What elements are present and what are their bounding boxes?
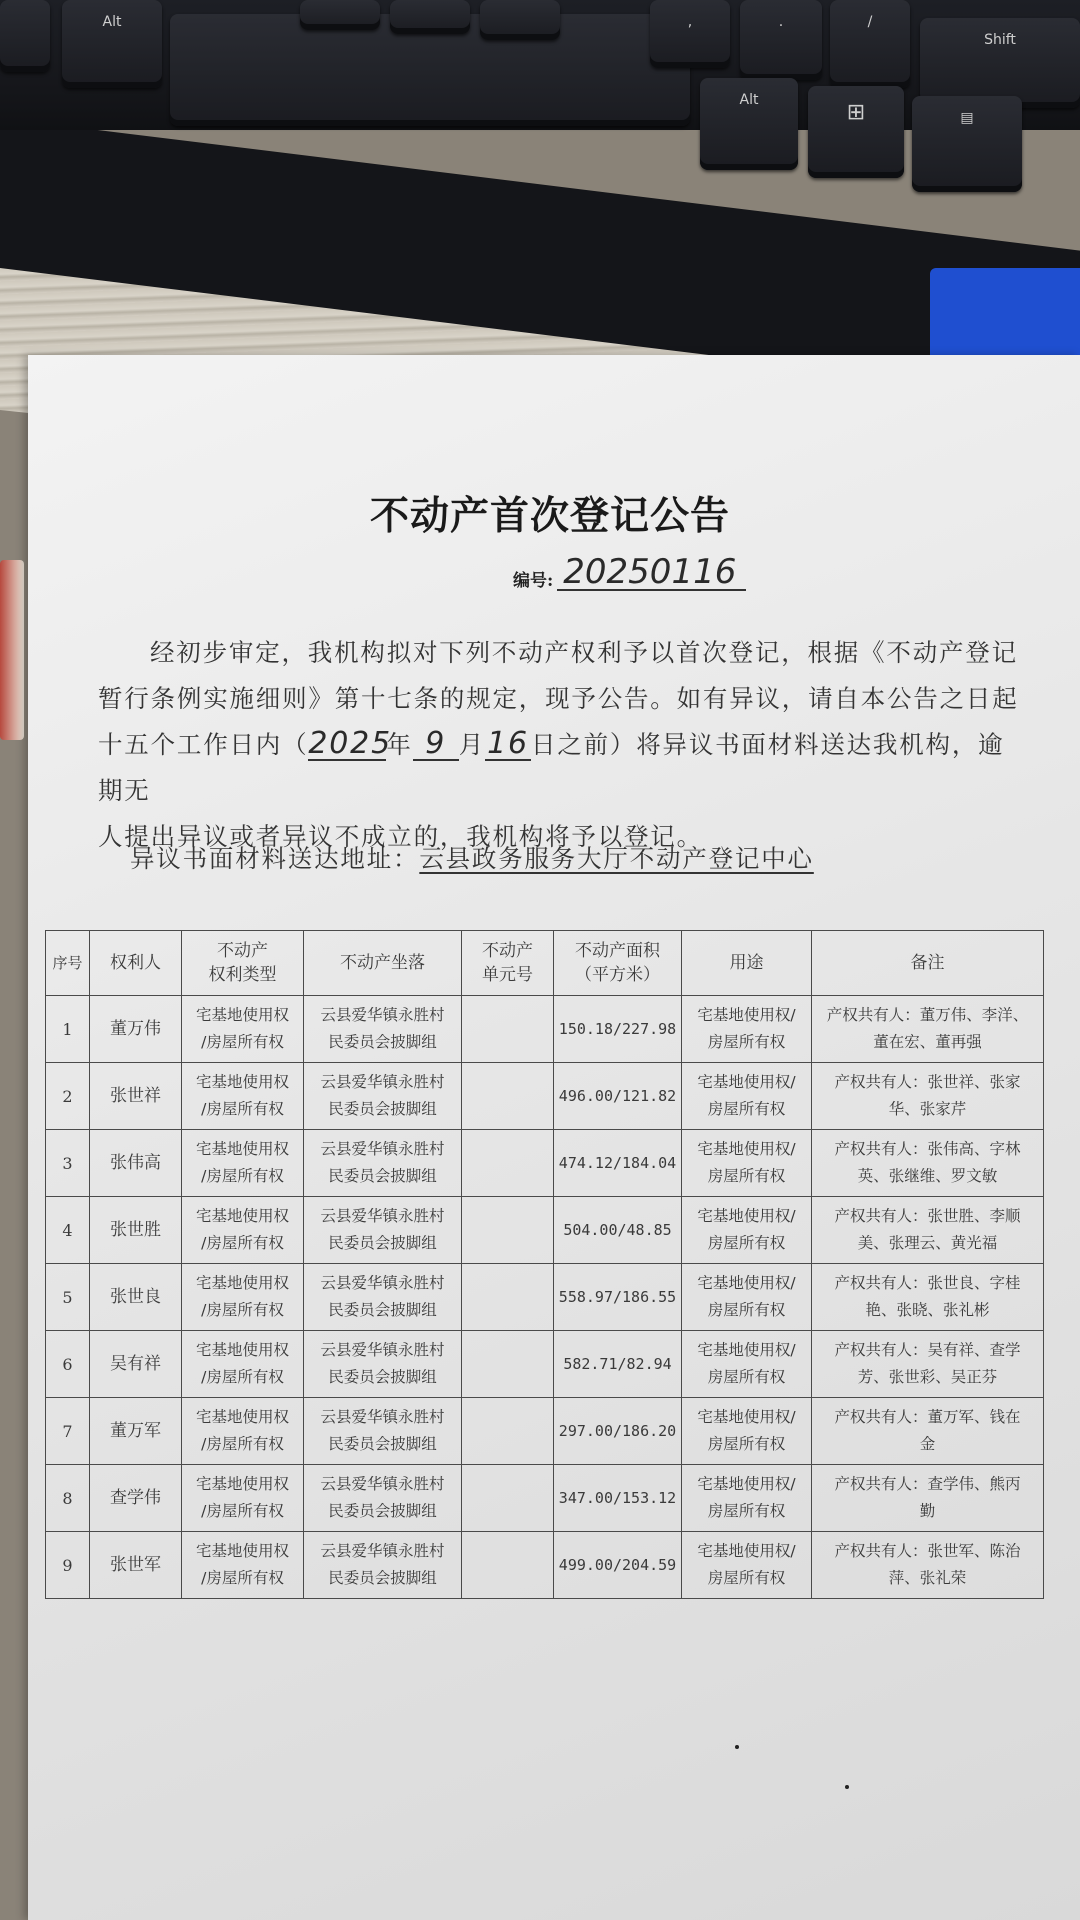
cell-location: 云县爱华镇永胜村 民委员会披脚组 [304, 1398, 462, 1465]
ink-speck [735, 1745, 739, 1749]
cell-right-type: 宅基地使用权 /房屋所有权 [182, 1398, 304, 1465]
cell-holder: 董万伟 [90, 996, 182, 1063]
table-header-row [46, 931, 1044, 996]
cell-note: 产权共有人：张世胜、李顺 美、张理云、黄光福 [812, 1197, 1044, 1264]
cell-seq: 4 [46, 1197, 90, 1264]
address-label: 异议书面材料送达地址： [130, 844, 420, 873]
deadline-year: 2025 [308, 726, 392, 761]
cell-area: 474.12/184.04 [554, 1130, 682, 1197]
pen-object [0, 560, 24, 740]
cell-right-type: 宅基地使用权 /房屋所有权 [182, 1465, 304, 1532]
key-top-1 [300, 0, 380, 30]
cell-holder: 吴有祥 [90, 1331, 182, 1398]
table-row [46, 1264, 1044, 1331]
cell-unit-no [462, 1465, 554, 1532]
objection-address [130, 840, 814, 875]
cell-note: 产权共有人：董万军、钱在 金 [812, 1398, 1044, 1465]
cell-note: 产权共有人：张世祥、张家 华、张家芹 [812, 1063, 1044, 1130]
cell-seq: 8 [46, 1465, 90, 1532]
cell-location: 云县爱华镇永胜村 民委员会披脚组 [304, 1063, 462, 1130]
cell-unit-no [462, 1398, 554, 1465]
key-alt-right: Alt [700, 78, 798, 170]
cell-right-type: 宅基地使用权 /房屋所有权 [182, 1063, 304, 1130]
cell-note: 产权共有人：吴有祥、查学 芳、张世彩、吴正芬 [812, 1331, 1044, 1398]
header-location: 不动产坐落 [304, 931, 462, 996]
cell-unit-no [462, 1063, 554, 1130]
cell-location: 云县爱华镇永胜村 民委员会披脚组 [304, 1197, 462, 1264]
paragraph-line-1: 经初步审定，我机构拟对下列不动产权利予以首次登记，根据《不动产登记 [150, 638, 1018, 667]
cell-use: 宅基地使用权/ 房屋所有权 [682, 1398, 812, 1465]
header-use: 用途 [682, 931, 812, 996]
cell-use: 宅基地使用权/ 房屋所有权 [682, 1532, 812, 1599]
key-alt-left: Alt [62, 0, 162, 88]
cell-area: 582.71/82.94 [554, 1331, 682, 1398]
cell-unit-no [462, 1331, 554, 1398]
registration-table [45, 930, 1044, 1599]
key-top-2 [390, 0, 470, 34]
cell-use: 宅基地使用权/ 房屋所有权 [682, 1264, 812, 1331]
cell-unit-no [462, 996, 554, 1063]
cell-use: 宅基地使用权/ 房屋所有权 [682, 1197, 812, 1264]
cell-use: 宅基地使用权/ 房屋所有权 [682, 1465, 812, 1532]
key-windows: ⊞ [808, 86, 904, 178]
cell-seq: 5 [46, 1264, 90, 1331]
key-top-3 [480, 0, 560, 40]
notice-paragraph [98, 630, 1028, 860]
paragraph-line-3: 十五个工作日内（2025年 9 月16日之前）将异议书面材料送达我机构，逾期无 [98, 726, 1005, 805]
serial-value: 20250116 [557, 555, 746, 591]
header-unit-no: 不动产 单元号 [462, 931, 554, 996]
cell-area: 347.00/153.12 [554, 1465, 682, 1532]
cell-unit-no [462, 1130, 554, 1197]
cell-right-type: 宅基地使用权 /房屋所有权 [182, 1264, 304, 1331]
cell-holder: 董万军 [90, 1398, 182, 1465]
cell-seq: 6 [46, 1331, 90, 1398]
cell-use: 宅基地使用权/ 房屋所有权 [682, 1063, 812, 1130]
cell-unit-no [462, 1197, 554, 1264]
cell-holder: 张伟高 [90, 1130, 182, 1197]
cell-holder: 张世良 [90, 1264, 182, 1331]
cell-right-type: 宅基地使用权 /房屋所有权 [182, 1130, 304, 1197]
header-seq: 序号 [46, 931, 90, 996]
cell-area: 496.00/121.82 [554, 1063, 682, 1130]
deadline-day: 16 [485, 729, 531, 761]
cell-use: 宅基地使用权/ 房屋所有权 [682, 1130, 812, 1197]
cell-seq: 2 [46, 1063, 90, 1130]
header-note: 备注 [812, 931, 1044, 996]
cell-location: 云县爱华镇永胜村 民委员会披脚组 [304, 1264, 462, 1331]
table-row [46, 996, 1044, 1063]
cell-seq: 3 [46, 1130, 90, 1197]
paragraph-line-4: 人提出异议或者异议不成立的，我机构将予以登记。 [98, 822, 703, 851]
table-row [46, 1063, 1044, 1130]
cell-note: 产权共有人：张世军、陈治 萍、张礼荣 [812, 1532, 1044, 1599]
cell-note: 产权共有人：张世良、字桂 艳、张晓、张礼彬 [812, 1264, 1044, 1331]
serial-label: 编号: [513, 571, 554, 591]
table-row [46, 1398, 1044, 1465]
header-holder: 权利人 [90, 931, 182, 996]
cell-holder: 张世胜 [90, 1197, 182, 1264]
cell-holder: 张世军 [90, 1532, 182, 1599]
cell-seq: 7 [46, 1398, 90, 1465]
header-right-type: 不动产 权利类型 [182, 931, 304, 996]
key-left [0, 0, 50, 72]
ink-speck [845, 1785, 849, 1789]
table-row [46, 1331, 1044, 1398]
cell-holder: 张世祥 [90, 1063, 182, 1130]
document-title: 不动产首次登记公告 [370, 493, 731, 539]
cell-location: 云县爱华镇永胜村 民委员会披脚组 [304, 1130, 462, 1197]
table-row [46, 1465, 1044, 1532]
cell-right-type: 宅基地使用权 /房屋所有权 [182, 1532, 304, 1599]
table-row [46, 1197, 1044, 1264]
cell-location: 云县爱华镇永胜村 民委员会披脚组 [304, 996, 462, 1063]
header-area: 不动产面积 （平方米） [554, 931, 682, 996]
cell-area: 558.97/186.55 [554, 1264, 682, 1331]
cell-location: 云县爱华镇永胜村 民委员会披脚组 [304, 1331, 462, 1398]
cell-note: 产权共有人：张伟高、字林 英、张继维、罗文敏 [812, 1130, 1044, 1197]
cell-location: 云县爱华镇永胜村 民委员会披脚组 [304, 1532, 462, 1599]
cell-seq: 9 [46, 1532, 90, 1599]
cell-area: 150.18/227.98 [554, 996, 682, 1063]
cell-use: 宅基地使用权/ 房屋所有权 [682, 996, 812, 1063]
cell-right-type: 宅基地使用权 /房屋所有权 [182, 1331, 304, 1398]
key-menu: ▤ [912, 96, 1022, 192]
blue-object [930, 268, 1080, 358]
cell-location: 云县爱华镇永胜村 民委员会披脚组 [304, 1465, 462, 1532]
serial-number [513, 552, 746, 592]
table-row [46, 1532, 1044, 1599]
cell-note: 产权共有人：查学伟、熊丙 勤 [812, 1465, 1044, 1532]
key-comma: , [650, 0, 730, 68]
key-period: . [740, 0, 822, 80]
address-value: 云县政务服务大厅不动产登记中心 [419, 844, 814, 873]
cell-area: 504.00/48.85 [554, 1197, 682, 1264]
deadline-month: 9 [413, 729, 459, 761]
cell-area: 499.00/204.59 [554, 1532, 682, 1599]
key-slash: / [830, 0, 910, 88]
cell-right-type: 宅基地使用权 /房屋所有权 [182, 996, 304, 1063]
cell-area: 297.00/186.20 [554, 1398, 682, 1465]
table-row [46, 1130, 1044, 1197]
cell-use: 宅基地使用权/ 房屋所有权 [682, 1331, 812, 1398]
cell-unit-no [462, 1264, 554, 1331]
paragraph-line-2: 暂行条例实施细则》第十七条的规定，现予公告。如有异议，请自本公告之日起 [98, 684, 1019, 713]
cell-seq: 1 [46, 996, 90, 1063]
cell-note: 产权共有人：董万伟、李洋、 董在宏、董再强 [812, 996, 1044, 1063]
key-shift: Shift [920, 18, 1080, 108]
cell-right-type: 宅基地使用权 /房屋所有权 [182, 1197, 304, 1264]
cell-unit-no [462, 1532, 554, 1599]
cell-holder: 查学伟 [90, 1465, 182, 1532]
